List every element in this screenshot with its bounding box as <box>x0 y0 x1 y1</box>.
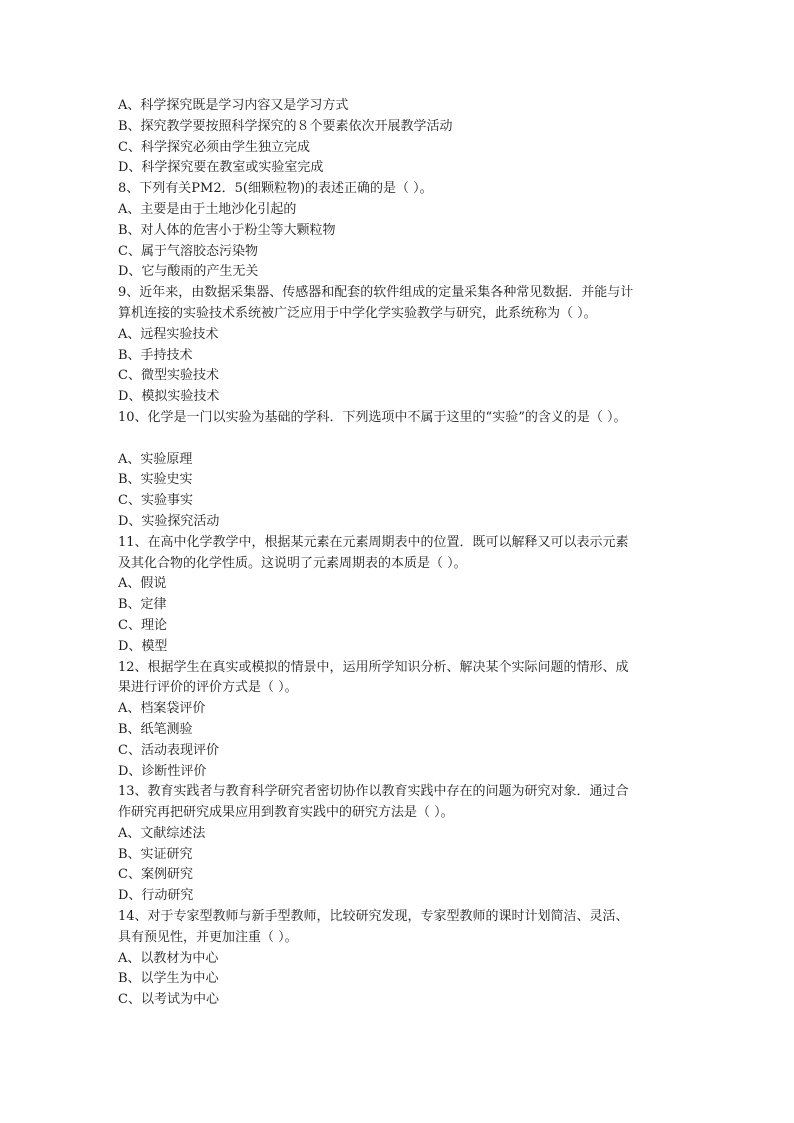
option-line: A、文献综述法 <box>118 825 206 841</box>
option-line: A、以教材为中心 <box>118 950 219 966</box>
question-13 <box>118 782 678 907</box>
question-11 <box>118 533 678 658</box>
option-line: C、以考试为中心 <box>118 992 219 1008</box>
option-line: C、活动表现评价 <box>118 742 219 758</box>
option-line: B、手持技术 <box>118 347 193 363</box>
question-stem: 12、根据学生在真实或模拟的情景中，运用所学知识分析、解决某个实际问题的情形、成 <box>118 659 629 675</box>
option-line: C、实验事实 <box>118 493 193 509</box>
option-line: D、科学探究要在教室或实验室完成 <box>118 160 324 176</box>
question-stem: 11、在高中化学教学中，根据某元素在元素周期表中的位置．既可以解释又可以表示元素 <box>118 534 629 550</box>
option-line: A、实验原理 <box>118 451 193 467</box>
option-line: B、对人体的危害小于粉尘等大颗粒物 <box>118 222 336 238</box>
option-line: D、实验探究活动 <box>118 513 220 529</box>
question-14 <box>118 907 678 1011</box>
option-line: C、属于气溶胶态污染物 <box>118 243 258 259</box>
question-stem: 算机连接的实验技术系统被广泛应用于中学化学实验教学与研究，此系统称为（ ）。 <box>118 305 597 321</box>
question-stem: 10、化学是一门以实验为基础的学科．下列选项中不属于这里的“实验”的含义的是（ ）。 <box>118 409 627 425</box>
question-stem: 及其化合物的化学性质。这说明了元素周期表的本质是（ ）。 <box>118 555 467 571</box>
option-line: B、探究教学要按照科学探究的８个要素依次开展教学活动 <box>118 118 453 134</box>
option-line: A、档案袋评价 <box>118 701 206 717</box>
question-stem: 8、下列有关PM2．5(细颗粒物)的表述正确的是（ ）。 <box>118 181 433 197</box>
option-line: A、主要是由于土地沙化引起的 <box>118 201 297 217</box>
previous-question-options <box>118 96 678 179</box>
question-stem: 果进行评价的评价方式是（ ）。 <box>118 680 298 696</box>
blank-line <box>118 429 678 450</box>
option-line: C、理论 <box>118 617 167 633</box>
question-stem: 14、对于专家型教师与新手型教师，比较研究发现，专家型教师的课时计划简洁、灵活、 <box>118 909 629 925</box>
question-8 <box>118 179 678 283</box>
option-line: D、行动研究 <box>118 888 194 904</box>
option-line: B、纸笔测验 <box>118 721 193 737</box>
option-line: B、实验史实 <box>118 472 193 488</box>
question-12 <box>118 658 678 783</box>
option-line: D、模型 <box>118 638 168 654</box>
option-line: B、以学生为中心 <box>118 971 219 987</box>
option-line: C、微型实验技术 <box>118 368 219 384</box>
option-line: D、它与酸雨的产生无关 <box>118 264 259 280</box>
option-line: C、科学探究必须由学生独立完成 <box>118 139 310 155</box>
question-stem: 13、教育实践者与教育科学研究者密切协作以教育实践中存在的问题为研究对象．通过合 <box>118 784 629 800</box>
question-9 <box>118 283 678 408</box>
question-stem: 具有预见性，并更加注重（ ）。 <box>118 929 298 945</box>
question-stem: 9、近年来，由数据采集器、传感器和配套的软件组成的定量采集各种常见数据．并能与计 <box>118 285 634 301</box>
question-stem: 作研究再把研究成果应用到教育实践中的研究方法是（ ）。 <box>118 805 454 821</box>
option-line: A、假说 <box>118 576 167 592</box>
option-line: A、远程实验技术 <box>118 326 219 342</box>
option-line: D、诊断性评价 <box>118 763 207 779</box>
option-line: C、案例研究 <box>118 867 193 883</box>
option-line: B、定律 <box>118 597 167 613</box>
option-line: A、科学探究既是学习内容又是学习方式 <box>118 98 349 113</box>
question-10 <box>118 408 678 533</box>
option-line: D、模拟实验技术 <box>118 389 220 405</box>
option-line: B、实证研究 <box>118 846 193 862</box>
document-body <box>118 96 678 1011</box>
